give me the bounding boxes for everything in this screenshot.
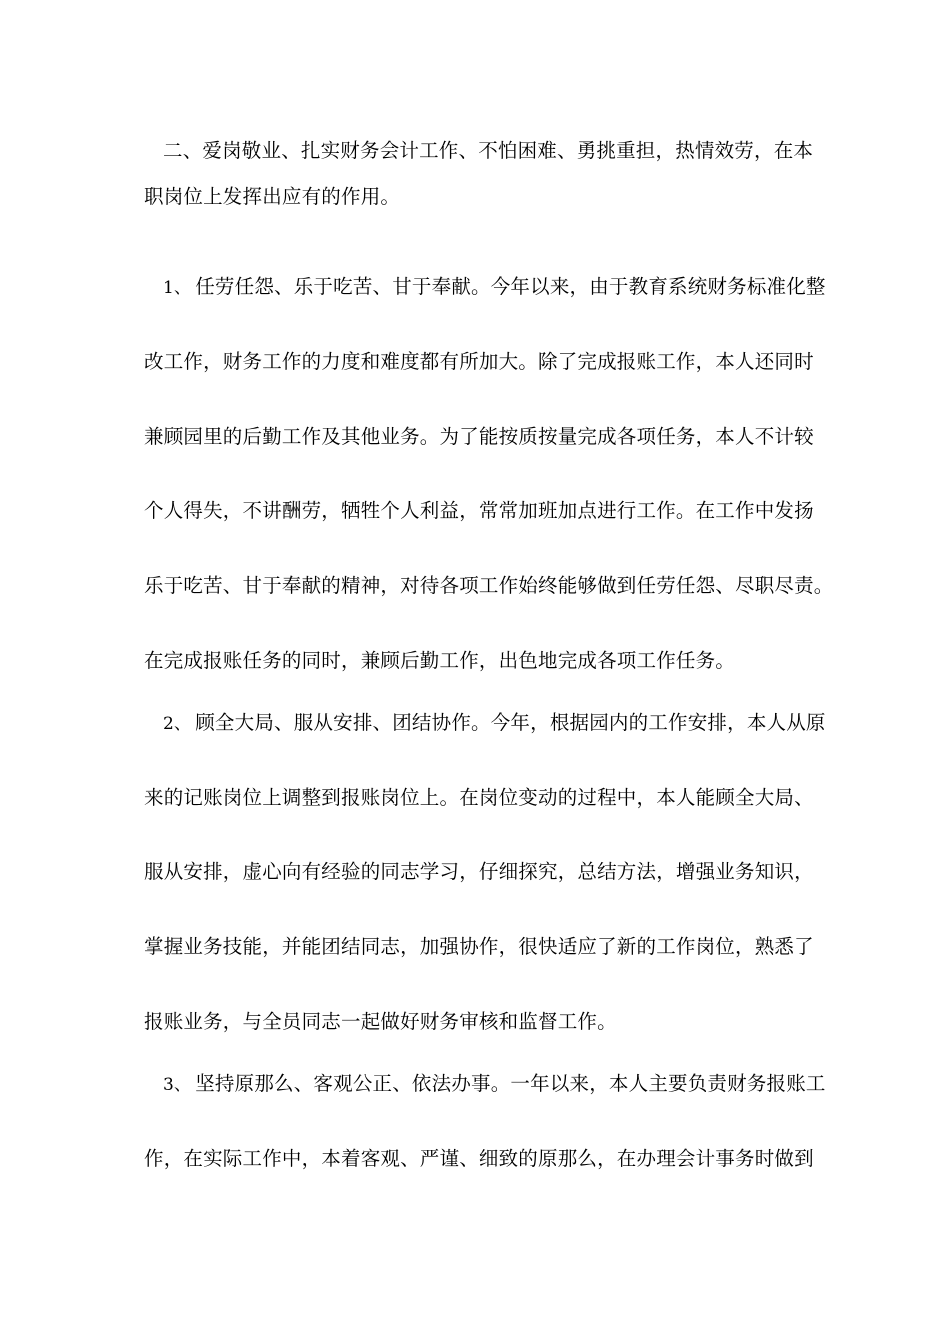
text: 来的记账岗位上调整到报账岗位上。在岗位变动的过程中，本人能顾全大局、 — [144, 786, 814, 809]
text: 坚持原那么、客观公正、依法办事。一年以来，本人主要负责财务报账工 — [195, 1072, 826, 1095]
paragraph-line — [144, 499, 824, 523]
list-item-1-line — [163, 275, 843, 300]
text: 顾全大局、服从安排、团结协作。今年，根据园内的工作安排，本人从原 — [195, 711, 826, 734]
text: 掌握业务技能，并能团结同志，加强协作，很快适应了新的工作岗位，熟悉了 — [144, 935, 814, 958]
paragraph-line — [144, 425, 824, 449]
text: 兼顾园里的后勤工作及其他业务。为了能按质按量完成各项任务，本人不计较 — [144, 425, 814, 448]
text: 服从安排，虚心向有经验的同志学习，仔细探究，总结方法，增强业务知识， — [144, 860, 814, 883]
text: 作，在实际工作中，本着客观、严谨、细致的原那么，在办理会计事务时做到 — [144, 1147, 814, 1170]
paragraph-line — [144, 1010, 824, 1034]
text: 报账业务，与全员同志一起做好财务审核和监督工作。 — [144, 1010, 617, 1033]
item-number: 2、 — [163, 714, 192, 734]
text: 二、爱岗敬业、扎实财务会计工作、不怕困难、勇挑重担，热情效劳，在本 — [163, 139, 814, 162]
paragraph-line — [144, 574, 834, 598]
paragraph-line — [144, 860, 824, 884]
section-heading-line — [163, 139, 843, 163]
paragraph-line — [144, 935, 824, 959]
list-item-2-line — [163, 711, 843, 736]
item-number: 1、 — [163, 278, 192, 298]
text: 在完成报账任务的同时，兼顾后勤工作，出色地完成各项工作任务。 — [144, 649, 736, 672]
list-item-3-line — [163, 1072, 843, 1097]
text: 职岗位上发挥出应有的作用。 — [144, 185, 401, 208]
paragraph-line — [144, 350, 824, 374]
paragraph-line — [144, 185, 824, 209]
text: 乐于吃苦、甘于奉献的精神，对待各项工作始终能够做到任劳任怨、尽职尽责。 — [144, 574, 834, 597]
paragraph-line — [144, 786, 824, 810]
text: 个人得失，不讲酬劳，牺牲个人利益，常常加班加点进行工作。在工作中发扬 — [144, 499, 814, 522]
paragraph-line — [144, 1147, 824, 1171]
paragraph-line — [144, 649, 824, 673]
text: 改工作，财务工作的力度和难度都有所加大。除了完成报账工作，本人还同时 — [144, 350, 814, 373]
item-number: 3、 — [163, 1075, 192, 1095]
text: 任劳任怨、乐于吃苦、甘于奉献。今年以来，由于教育系统财务标准化整 — [195, 275, 826, 298]
